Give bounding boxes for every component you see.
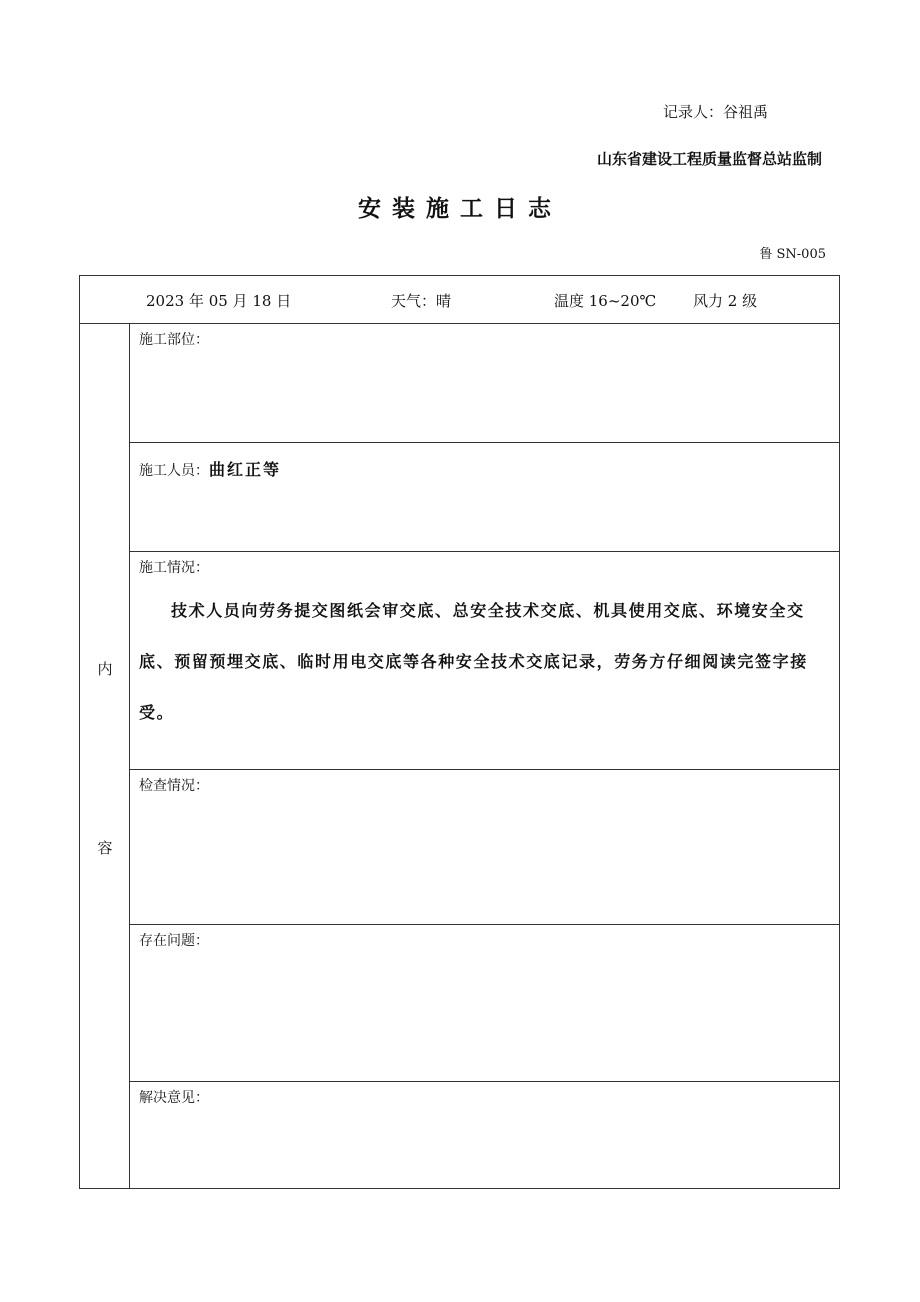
section-situation bbox=[130, 552, 839, 770]
side-char-nei: 内 bbox=[97, 660, 113, 678]
header-row bbox=[80, 276, 839, 324]
personnel-value: 曲红正等 bbox=[209, 460, 282, 479]
inspection-label: 检查情况： bbox=[139, 778, 209, 794]
section-inspection bbox=[130, 770, 839, 925]
recorder-line bbox=[663, 101, 768, 122]
date-field: 2023 年 05 月 18 日 bbox=[146, 292, 292, 310]
supervisor-text: 山东省建设工程质量监督总站监制 bbox=[596, 150, 822, 168]
log-sheet bbox=[79, 275, 840, 1189]
personnel-label: 施工人员： bbox=[139, 463, 209, 479]
resolution-label: 解决意见： bbox=[139, 1090, 209, 1106]
content-side-column bbox=[80, 324, 130, 1188]
section-location bbox=[130, 324, 839, 443]
recorder-label: 记录人： bbox=[663, 103, 724, 121]
section-resolution bbox=[130, 1082, 839, 1188]
wind-field: 风力 2 级 bbox=[693, 292, 758, 310]
side-char-rong: 容 bbox=[97, 839, 113, 857]
form-code: 鲁 SN-005 bbox=[759, 247, 826, 262]
section-personnel bbox=[130, 443, 839, 552]
location-label: 施工部位： bbox=[139, 332, 209, 348]
personnel-line bbox=[139, 457, 281, 480]
weather-field: 天气：晴 bbox=[391, 292, 452, 310]
situation-label: 施工情况： bbox=[139, 560, 209, 576]
recorder-name: 谷祖禹 bbox=[723, 103, 769, 121]
page-title: 安装施工日志 bbox=[358, 195, 562, 222]
situation-text: 技术人员向劳务提交图纸会审交底、总安全技术交底、机具使用交底、环境安全交底、预留预埋交底、临时用电交底等各种安全技术交底记录，劳务方仔细阅读完签字接受。 bbox=[139, 601, 808, 722]
temperature-field: 温度 16~20℃ bbox=[554, 292, 657, 310]
section-issues bbox=[130, 925, 839, 1082]
issues-label: 存在问题： bbox=[139, 933, 209, 949]
